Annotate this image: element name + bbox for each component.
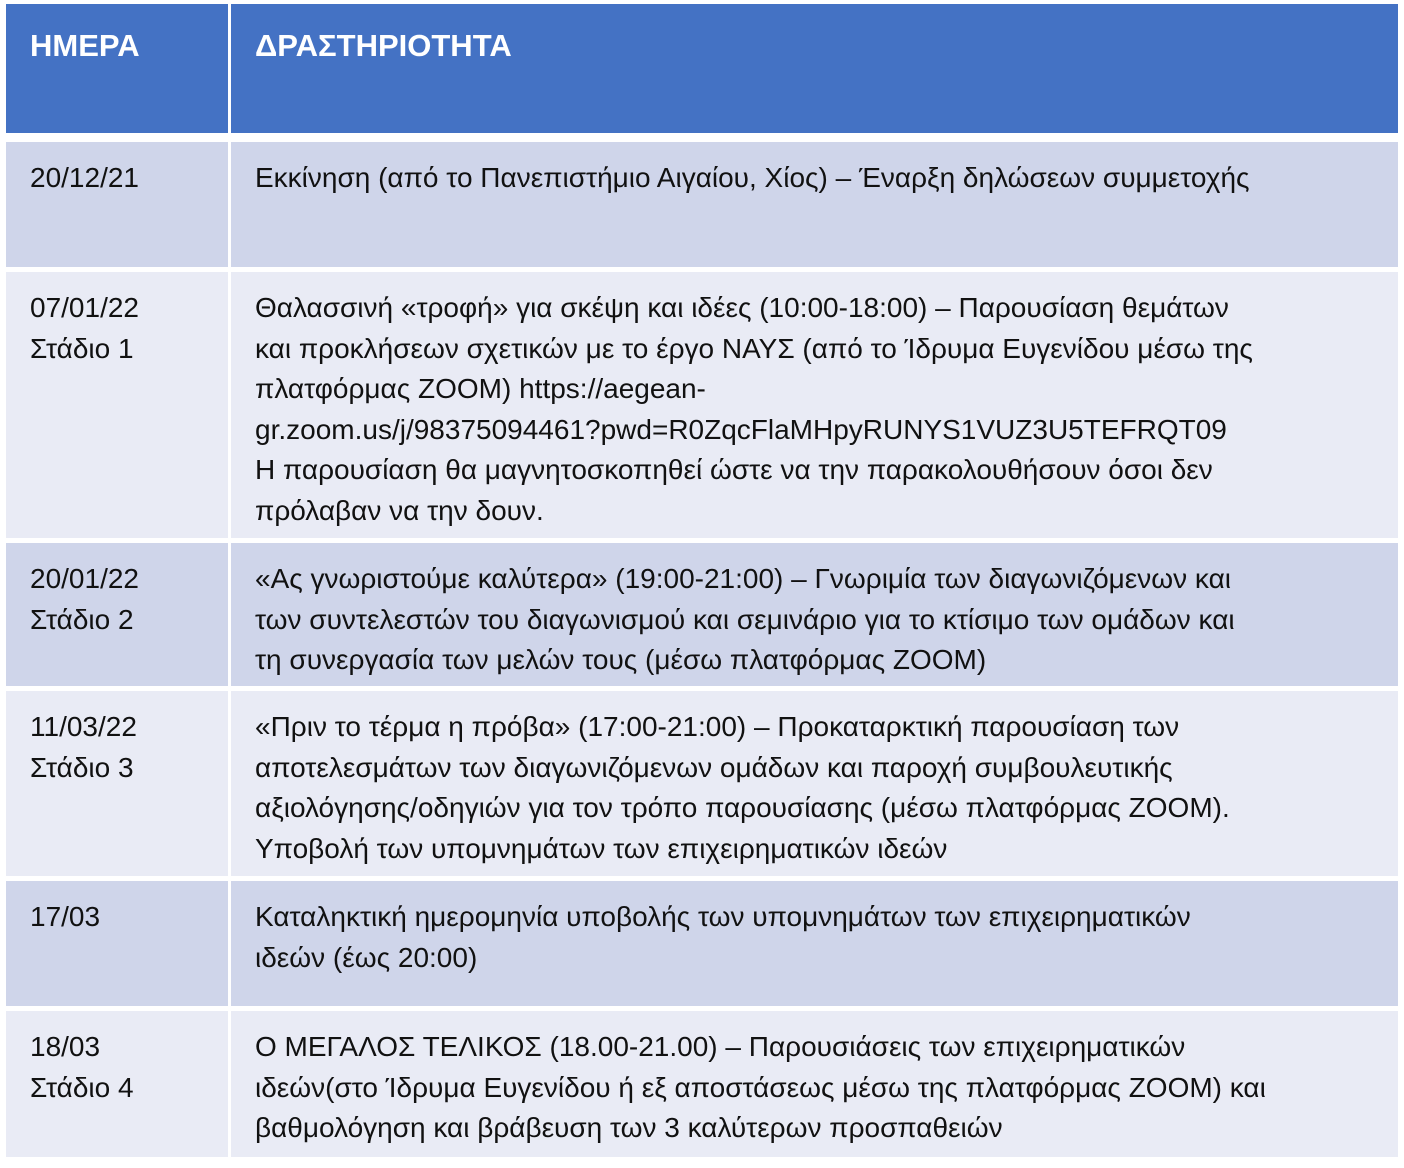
- row-4-activity: «Πριν το τέρμα η πρόβα» (17:00-21:00) – Προκαταρκτική παρουσίαση των αποτελεσμάτων των διαγωνιζόμενων ομάδων και παροχή συμβουλευτικής αξιολόγησης/οδηγιών για τον τρόπο παρουσίασης (μέσω πλατφόρμας ZOOM). Υποβολή των υπομνημάτων των επιχειρηματικών ιδεών: [231, 691, 1398, 876]
- row-5-date: 17/03: [6, 881, 228, 1006]
- row-1-activity: Εκκίνηση (από το Πανεπιστήμιο Αιγαίου, Χίος) – Έναρξη δηλώσεων συμμετοχής: [231, 142, 1398, 267]
- row-4-date: 11/03/22 Στάδιο 3: [6, 691, 228, 876]
- row-3-date: 20/01/22 Στάδιο 2: [6, 543, 228, 686]
- row-6-activity: Ο ΜΕΓΑΛΟΣ ΤΕΛΙΚΟΣ (18.00-21.00) – Παρουσιάσεις των επιχειρηματικών ιδεών(στο Ίδρυμα Ευγενίδου ή εξ αποστάσεως μέσω της πλατφόρμας ZOOM) και βαθμολόγηση και βράβευση των 3 καλύτερων προσπαθειών: [231, 1011, 1398, 1157]
- schedule-table: [6, 4, 1398, 1157]
- row-2-date: 07/01/22 Στάδιο 1: [6, 272, 228, 538]
- row-5-activity: Καταληκτική ημερομηνία υποβολής των υπομνημάτων των επιχειρηματικών ιδεών (έως 20:00): [231, 881, 1398, 1006]
- row-2-activity: Θαλασσινή «τροφή» για σκέψη και ιδέες (10:00-18:00) – Παρουσίαση θεμάτων και προκλήσεων σχετικών με το έργο ΝΑΥΣ (από το Ίδρυμα Ευγενίδου μέσω της πλατφόρμας ZOOM) https://aegean- gr.zoom.us/j/98375094461?pwd=R0ZqcFlaMHpyRUNYS1VUZ3U5TEFRQT09 Η παρουσίαση θα μαγνητοσκοπηθεί ώστε να την παρακολουθήσουν όσοι δεν πρόλαβαν να την δουν.: [231, 272, 1398, 538]
- row-1-date: 20/12/21: [6, 142, 228, 267]
- header-day: ΗΜΕΡΑ: [6, 4, 228, 133]
- row-3-activity: «Ας γνωριστούμε καλύτερα» (19:00-21:00) – Γνωριμία των διαγωνιζόμενων και των συντελεστών του διαγωνισμού και σεμινάριο για το κτίσιμο των ομάδων και τη συνεργασία των μελών τους (μέσω πλατφόρμας ZOOM): [231, 543, 1398, 686]
- row-6-date: 18/03 Στάδιο 4: [6, 1011, 228, 1157]
- header-activity: ΔΡΑΣΤΗΡΙΟΤΗΤΑ: [231, 4, 1398, 133]
